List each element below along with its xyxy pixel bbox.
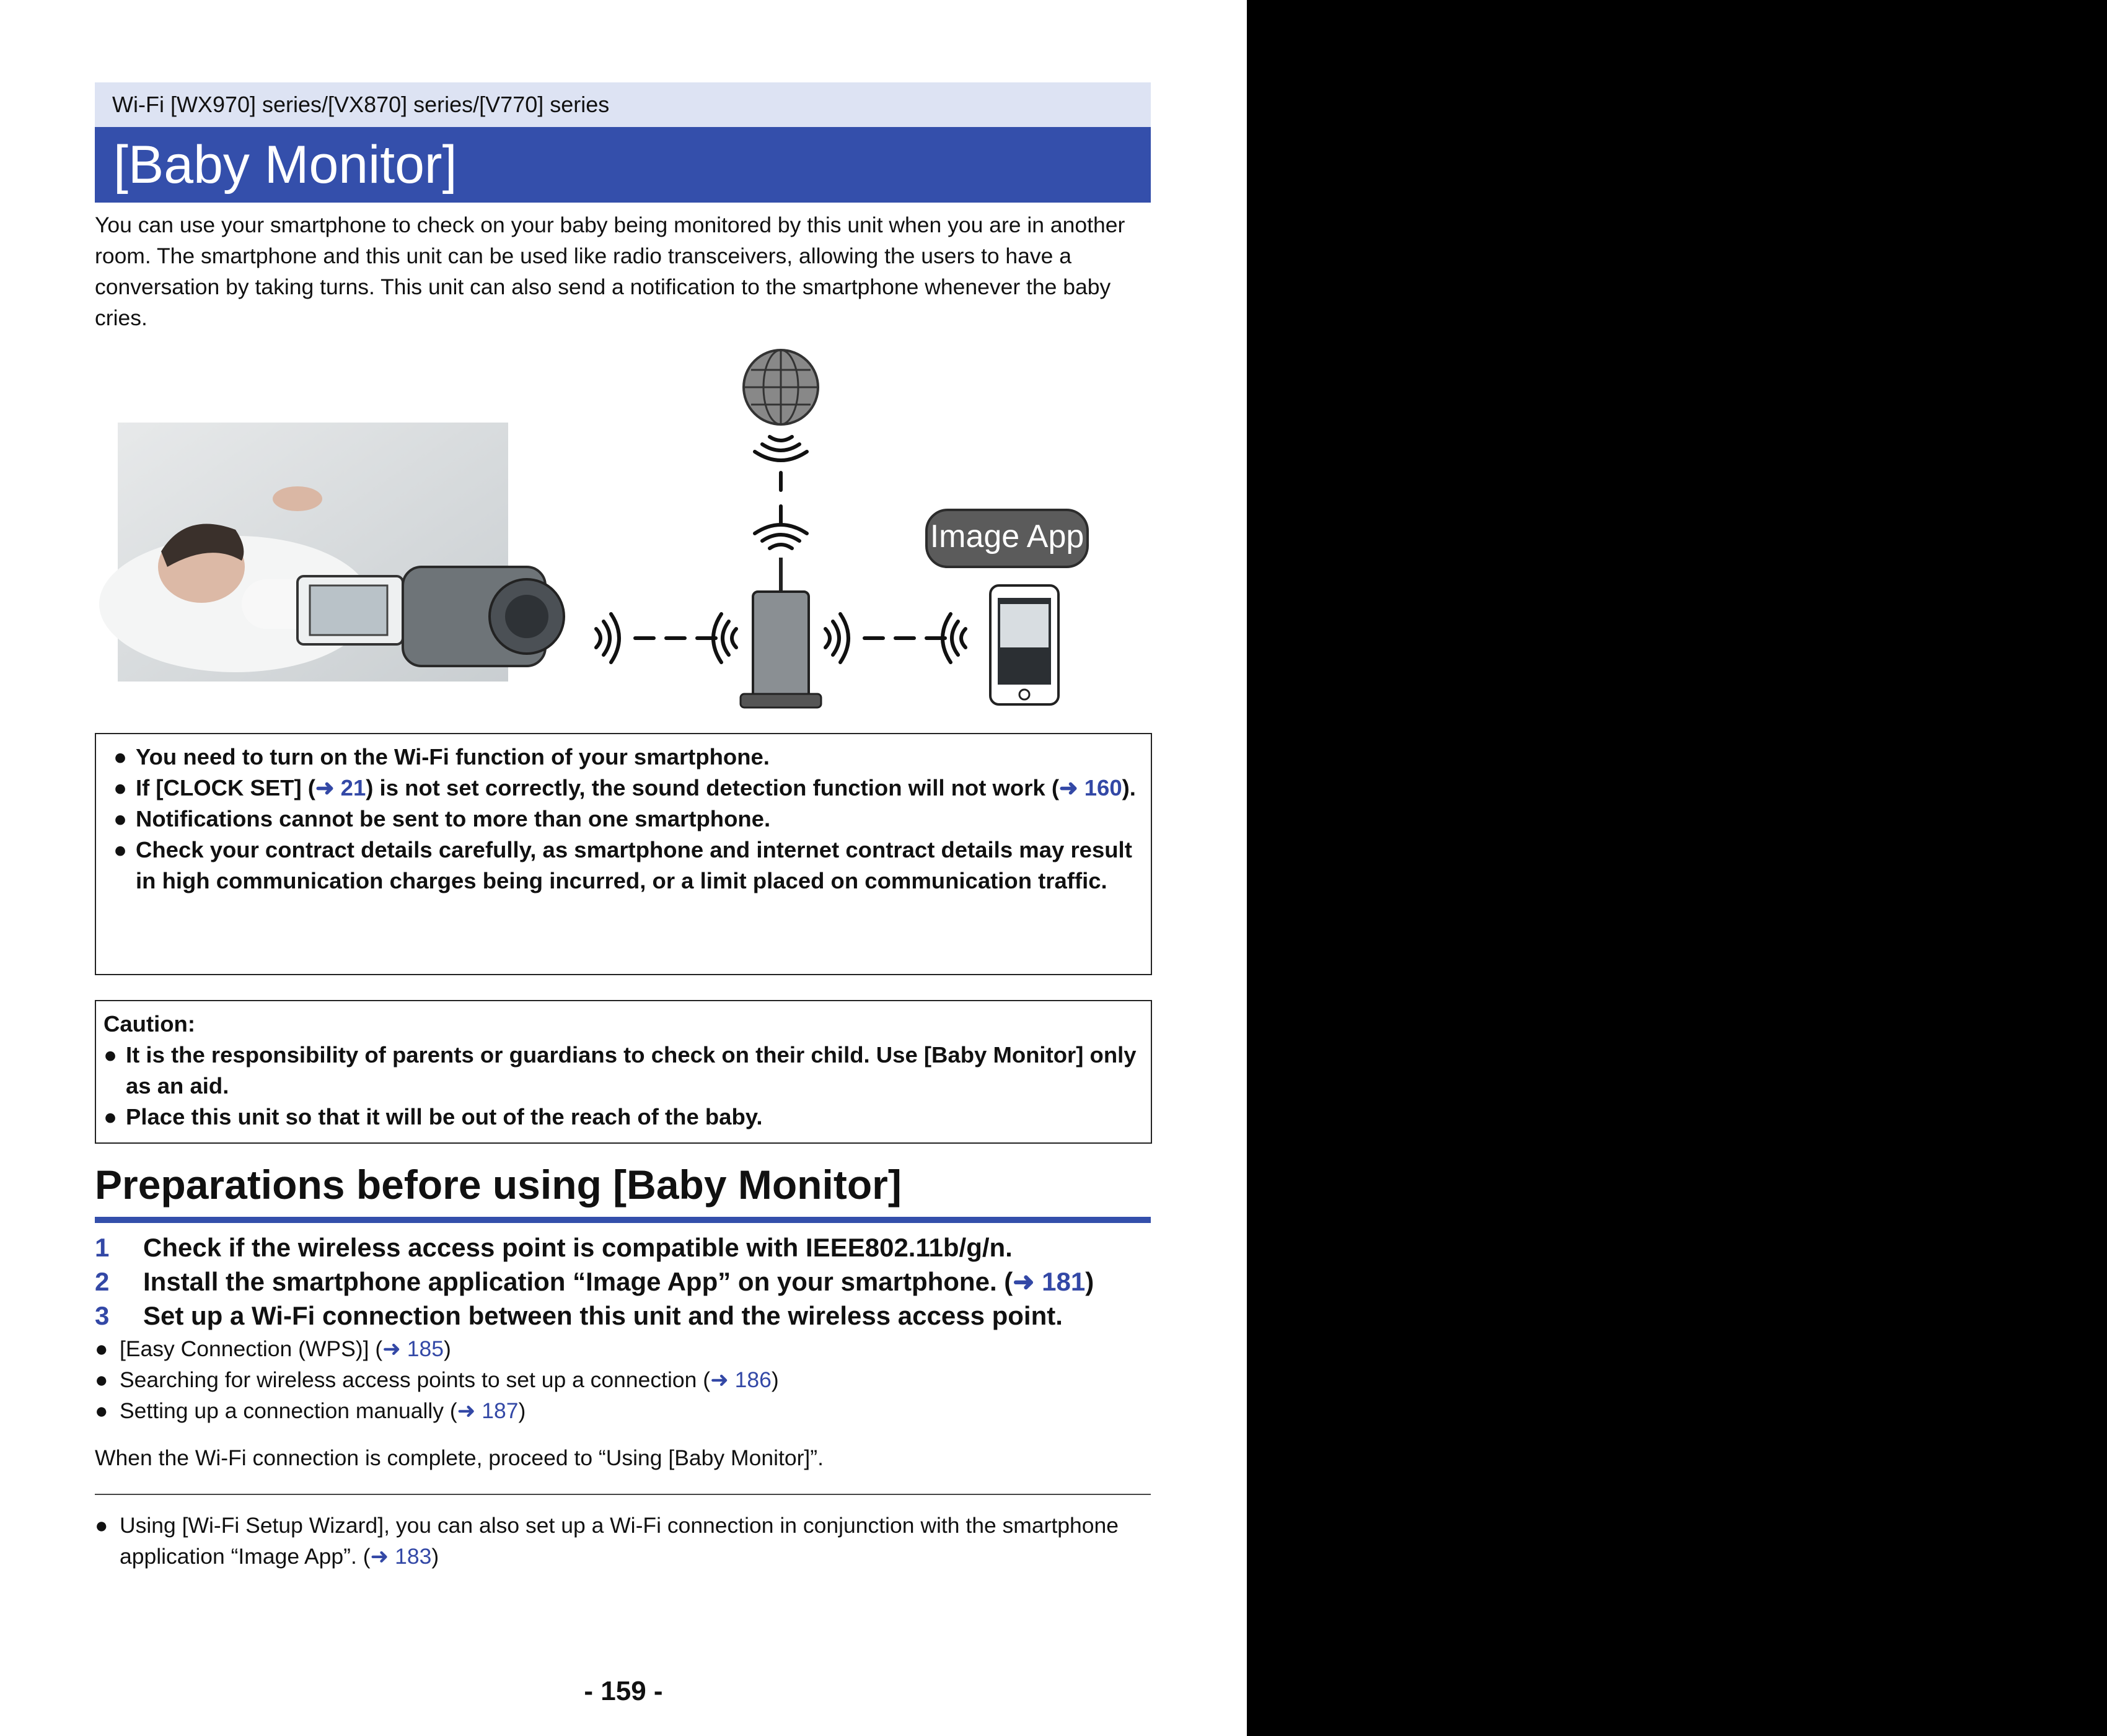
step-number: 3 bbox=[95, 1301, 110, 1330]
bullet: ● bbox=[103, 1104, 118, 1129]
baby-monitor-diagram bbox=[93, 344, 1159, 716]
page-number: - 159 - bbox=[584, 1676, 663, 1706]
bullet: ● bbox=[103, 1042, 118, 1067]
step-item: 3 Set up a Wi-Fi connection between this unit and the wireless access point. bbox=[95, 1299, 1161, 1333]
page-link-186[interactable]: ➜ 186 bbox=[710, 1367, 772, 1392]
step-item: 1 Check if the wireless access point is compatible with IEEE802.11b/g/n. bbox=[95, 1230, 1161, 1265]
page-link-160[interactable]: ➜ 160 bbox=[1059, 775, 1122, 800]
page-link-183[interactable]: ➜ 183 bbox=[370, 1544, 432, 1569]
bullet: ● bbox=[113, 744, 128, 769]
page-link-181[interactable]: ➜ 181 bbox=[1013, 1267, 1086, 1296]
step-number: 1 bbox=[95, 1233, 110, 1262]
note-item: ● If [CLOCK SET] (➜ 21) is not set correctly, the sound detection function will not work (➜ 160). bbox=[113, 773, 1138, 804]
notes-box bbox=[95, 733, 1152, 975]
note-item: ● You need to turn on the Wi-Fi function of your smartphone. bbox=[113, 742, 1138, 773]
image-app-badge bbox=[926, 510, 1088, 567]
section-title: Preparations before using [Baby Monitor] bbox=[95, 1154, 1151, 1223]
note-item: ● Notifications cannot be sent to more than one smartphone. bbox=[113, 804, 1138, 835]
sub-item: ● Searching for wireless access points to set up a connection (➜ 186) bbox=[95, 1364, 1151, 1395]
smartphone-icon bbox=[990, 585, 1058, 704]
caution-item: ● It is the responsibility of parents or guardians to check on their child. Use [Baby Monitor] only as an aid. bbox=[103, 1040, 1138, 1102]
footnote: ● Using [Wi-Fi Setup Wizard], you can also set up a Wi-Fi connection in conjunction with the smartphone application “Image App”. (➜ 183) bbox=[95, 1510, 1151, 1572]
page-link-185[interactable]: ➜ 185 bbox=[382, 1336, 444, 1361]
steps-list bbox=[95, 1230, 1161, 1333]
bullet: ● bbox=[113, 775, 128, 800]
image-app-label: Image App bbox=[930, 519, 1084, 555]
series-header: Wi-Fi [WX970] series/[VX870] series/[V770] series bbox=[95, 82, 1151, 127]
bullet: ● bbox=[95, 1513, 108, 1538]
page-title: [Baby Monitor] bbox=[95, 127, 1151, 203]
sub-item: ● Setting up a connection manually (➜ 187) bbox=[95, 1395, 1151, 1426]
bullet: ● bbox=[95, 1398, 108, 1423]
caution-item: ● Place this unit so that it will be out of the reach of the baby. bbox=[103, 1102, 1138, 1133]
divider bbox=[95, 1494, 1151, 1495]
step-number: 2 bbox=[95, 1267, 110, 1296]
bullet: ● bbox=[113, 806, 128, 831]
sub-item: ● [Easy Connection (WPS)] (➜ 185) bbox=[95, 1333, 1151, 1364]
connection-options bbox=[95, 1333, 1151, 1426]
vertical-signal-waves bbox=[755, 437, 807, 548]
caution-title: Caution: bbox=[103, 1011, 195, 1037]
internet-globe-icon bbox=[744, 350, 818, 424]
caution-box bbox=[95, 1000, 1152, 1144]
step-item: 2 Install the smartphone application “Image App” on your smartphone. (➜ 181) bbox=[95, 1265, 1161, 1299]
wireless-router-icon bbox=[741, 558, 821, 708]
completion-note: When the Wi-Fi connection is complete, proceed to “Using [Baby Monitor]”. bbox=[95, 1445, 824, 1470]
bullet: ● bbox=[113, 837, 128, 862]
note-item: ● Check your contract details carefully, as smartphone and internet contract details may result in high communication charges being incurred, or a limit placed on communication traffic. bbox=[113, 835, 1138, 896]
bullet: ● bbox=[95, 1367, 108, 1392]
intro-paragraph: You can use your smartphone to check on your baby being monitored by this unit when you are in another room. The smartphone and this unit can be used like radio transceivers, allowing the users to have a conversation by taking turns. This unit can also send a notification to the smartphone whenever the baby cries. bbox=[95, 213, 1125, 330]
page-link-187[interactable]: ➜ 187 bbox=[457, 1398, 519, 1423]
bullet: ● bbox=[95, 1336, 108, 1361]
page-link-21[interactable]: ➜ 21 bbox=[315, 775, 366, 800]
